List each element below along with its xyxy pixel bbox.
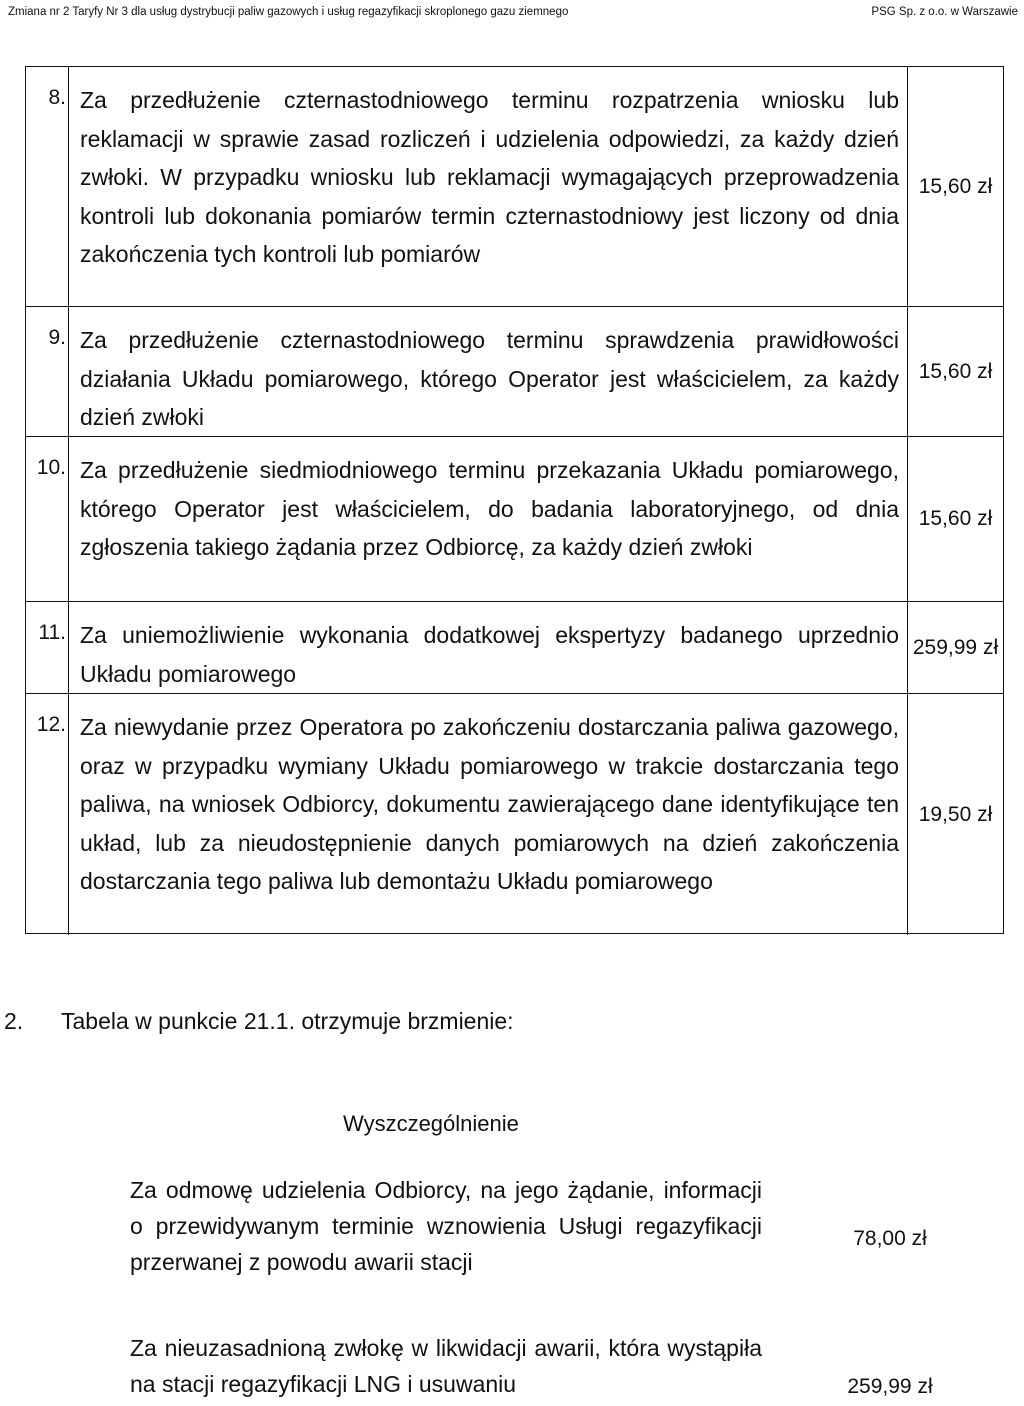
table2-row-description: Za nieuzasadnioną zwłokę w likwidacji awarii, która wystąpiła na stacji regazyfikacji LNG i usuwaniu — [130, 1335, 762, 1397]
table2-row-price: 78,00 zł — [853, 1227, 927, 1250]
table-row — [26, 694, 1003, 935]
row-description: Za przedłużenie siedmiodniowego terminu przekazania Układu pomiarowego, którego Operator jest właścicielem, do badania laboratoryjnego, od dnia zgłoszenia takiego żądania przez Odbiorcę, za każdy dzień zwłoki — [69, 437, 908, 601]
table2-row-description: Za odmowę udzielenia Odbiorcy, na jego żądanie, informacji o przewidywanym terminie wznowienia Usługi regazyfikacji przerwanej z powodu awarii stacji — [130, 1177, 762, 1275]
row-number: 12. — [26, 694, 69, 935]
row-number: 10. — [26, 437, 69, 601]
table2-row-price: 259,99 zł — [847, 1375, 933, 1398]
row-number: 8. — [26, 67, 69, 306]
table-row — [26, 307, 1003, 437]
penalty-table — [25, 66, 1004, 934]
row-price: 259,99 zł — [912, 635, 999, 659]
table-row — [26, 67, 1003, 307]
header-company-name: PSG Sp. z o.o. w Warszawie — [871, 6, 1018, 18]
table-row — [26, 437, 1003, 602]
row-description: Za niewydanie przez Operatora po zakończeniu dostarczania paliwa gazowego, oraz w przypadku wymiany Układu pomiarowego w trakcie dostarczania tego paliwa, na wniosek Odbiorcy, dokumentu zawierającego dane identyfikujące ten układ, lub za nieudostępnienie danych pomiarowych na dzień zakończenia dostarczania tego paliwa lub demontażu Układu pomiarowego — [69, 694, 908, 935]
table-row — [26, 602, 1003, 694]
row-description: Za przedłużenie czternastodniowego terminu rozpatrzenia wniosku lub reklamacji w sprawie zasad rozliczeń i udzielenia odpowiedzi, za każdy dzień zwłoki. W przypadku wniosku lub reklamacji wymagających przeprowadzenia kontroli lub dokonania pomiarów termin czternastodniowy jest liczony od dnia zakończenia tych kontroli lub pomiarów — [69, 67, 908, 306]
table-column-heading: Wyszczególnienie — [343, 1111, 519, 1136]
row-number: 11. — [26, 602, 69, 693]
row-description: Za przedłużenie czternastodniowego terminu sprawdzenia prawidłowości działania Układu pomiarowego, którego Operator jest właścicielem, za każdy dzień zwłoki — [69, 307, 908, 436]
row-number: 9. — [26, 307, 69, 436]
row-price: 15,60 zł — [918, 359, 993, 383]
paragraph-number: 2. — [4, 1008, 24, 1034]
amendment-paragraph — [4, 1008, 514, 1035]
row-price: 15,60 zł — [918, 507, 993, 530]
row-price: 15,60 zł — [918, 174, 993, 198]
row-price: 19,50 zł — [918, 802, 993, 826]
page-header — [8, 4, 1018, 24]
paragraph-text: Tabela w punkcie 21.1. otrzymuje brzmienie: — [61, 1008, 514, 1034]
row-description: Za uniemożliwienie wykonania dodatkowej ekspertyzy badanego uprzednio Układu pomiarowego — [69, 602, 908, 693]
header-document-title: Zmiana nr 2 Taryfy Nr 3 dla usług dystrybucji paliw gazowych i usług regazyfikacji skroplonego gazu ziemnego — [8, 6, 569, 18]
